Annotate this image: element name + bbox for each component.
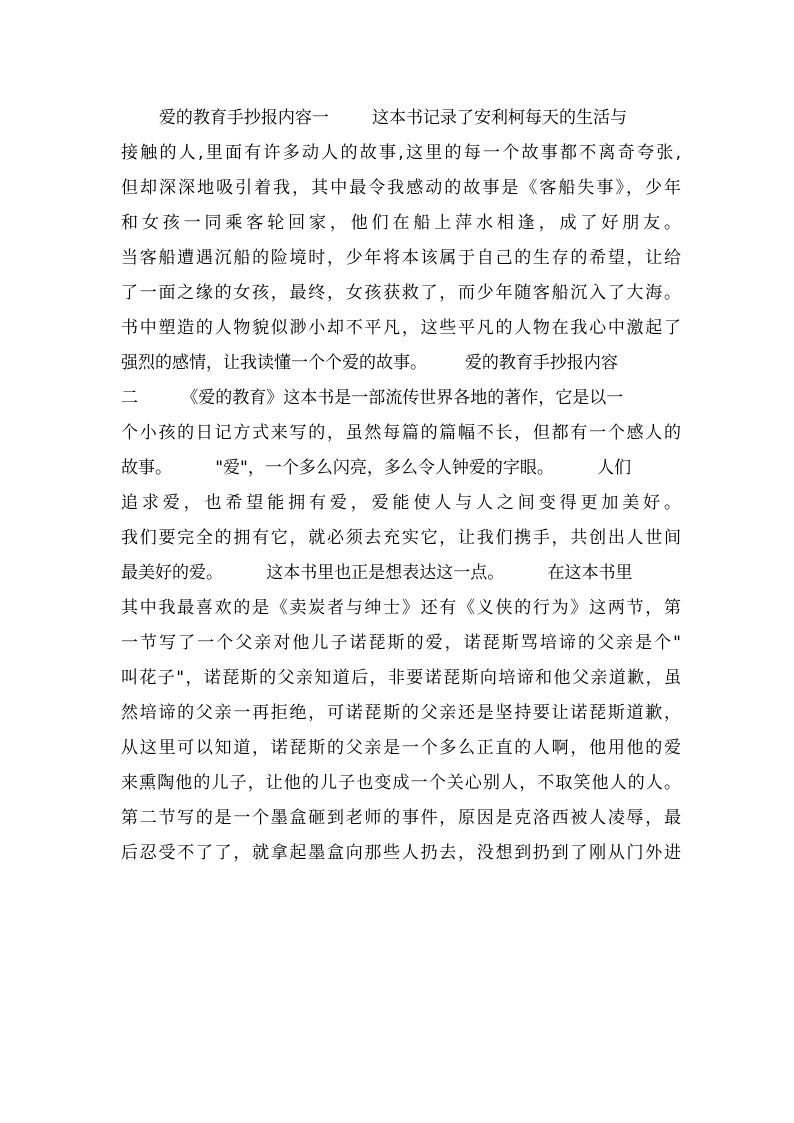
- text-line: 第二节写的是一个墨盒砸到老师的事件，原因是克洛西被人凌辱，最: [121, 808, 681, 828]
- text-line: 当客船遭遇沉船的险境时，少年将本该属于自己的生存的希望，让给: [121, 248, 681, 268]
- text-line: 但却深深地吸引着我，其中最令我感动的故事是《客船失事》，少年: [121, 178, 681, 198]
- text-line: 从这里可以知道，诺琵斯的父亲是一个多么正直的人啊，他用他的爱: [121, 738, 681, 758]
- text-line: 其中我最喜欢的是《卖炭者与绅士》还有《义侠的行为》这两节，第: [121, 598, 681, 618]
- text-line: 后忍受不了了，就拿起墨盒向那些人扔去，没想到扔到了刚从门外进: [121, 843, 681, 863]
- text-line: 最美好的爱。 这本书里也正是想表达这一点。 在这本书里: [121, 563, 633, 583]
- body-text: [121, 101, 681, 871]
- text-line: 然培谛的父亲一再拒绝，可诺琵斯的父亲还是坚持要让诺琵斯道歉，: [121, 703, 681, 723]
- text-line: 故事。 "爱"，一个多么闪亮，多么令人钟爱的字眼。 人们: [121, 458, 632, 478]
- text-line: 爱的教育手抄报内容一 这本书记录了安利柯每天的生活与: [121, 108, 628, 128]
- text-line: 我们要完全的拥有它，就必须去充实它，让我们携手，共创出人世间: [121, 528, 681, 548]
- text-line: 书中塑造的人物貌似渺小却不平凡，这些平凡的人物在我心中激起了: [121, 318, 681, 338]
- text-line: 接触的人,里面有许多动人的故事,这里的每一个故事都不离奇夸张,: [121, 143, 681, 163]
- text-line: 和女孩一同乘客轮回家，他们在船上萍水相逢，成了好朋友。: [121, 213, 681, 233]
- text-line: 了一面之缘的女孩，最终，女孩获救了，而少年随客船沉入了大海。: [121, 283, 681, 303]
- text-line: 强烈的感情，让我读懂一个个爱的故事。 爱的教育手抄报内容: [121, 353, 618, 373]
- text-line: 来熏陶他的儿子，让他的儿子也变成一个关心别人，不取笑他人的人。: [121, 773, 681, 793]
- text-line: 个小孩的日记方式来写的，虽然每篇的篇幅不长，但都有一个感人的: [121, 423, 681, 443]
- text-line: 二 《爱的教育》这本书是一部流传世界各地的著作，它是以一: [121, 388, 624, 408]
- text-line: 一节写了一个父亲对他儿子诺琵斯的爱，诺琵斯骂培谛的父亲是个": [121, 633, 681, 653]
- text-line: 追求爱，也希望能拥有爱，爱能使人与人之间变得更加美好。: [121, 493, 681, 513]
- text-line: 叫花子"，诺琵斯的父亲知道后，非要诺琵斯向培谛和他父亲道歉，虽: [121, 668, 681, 688]
